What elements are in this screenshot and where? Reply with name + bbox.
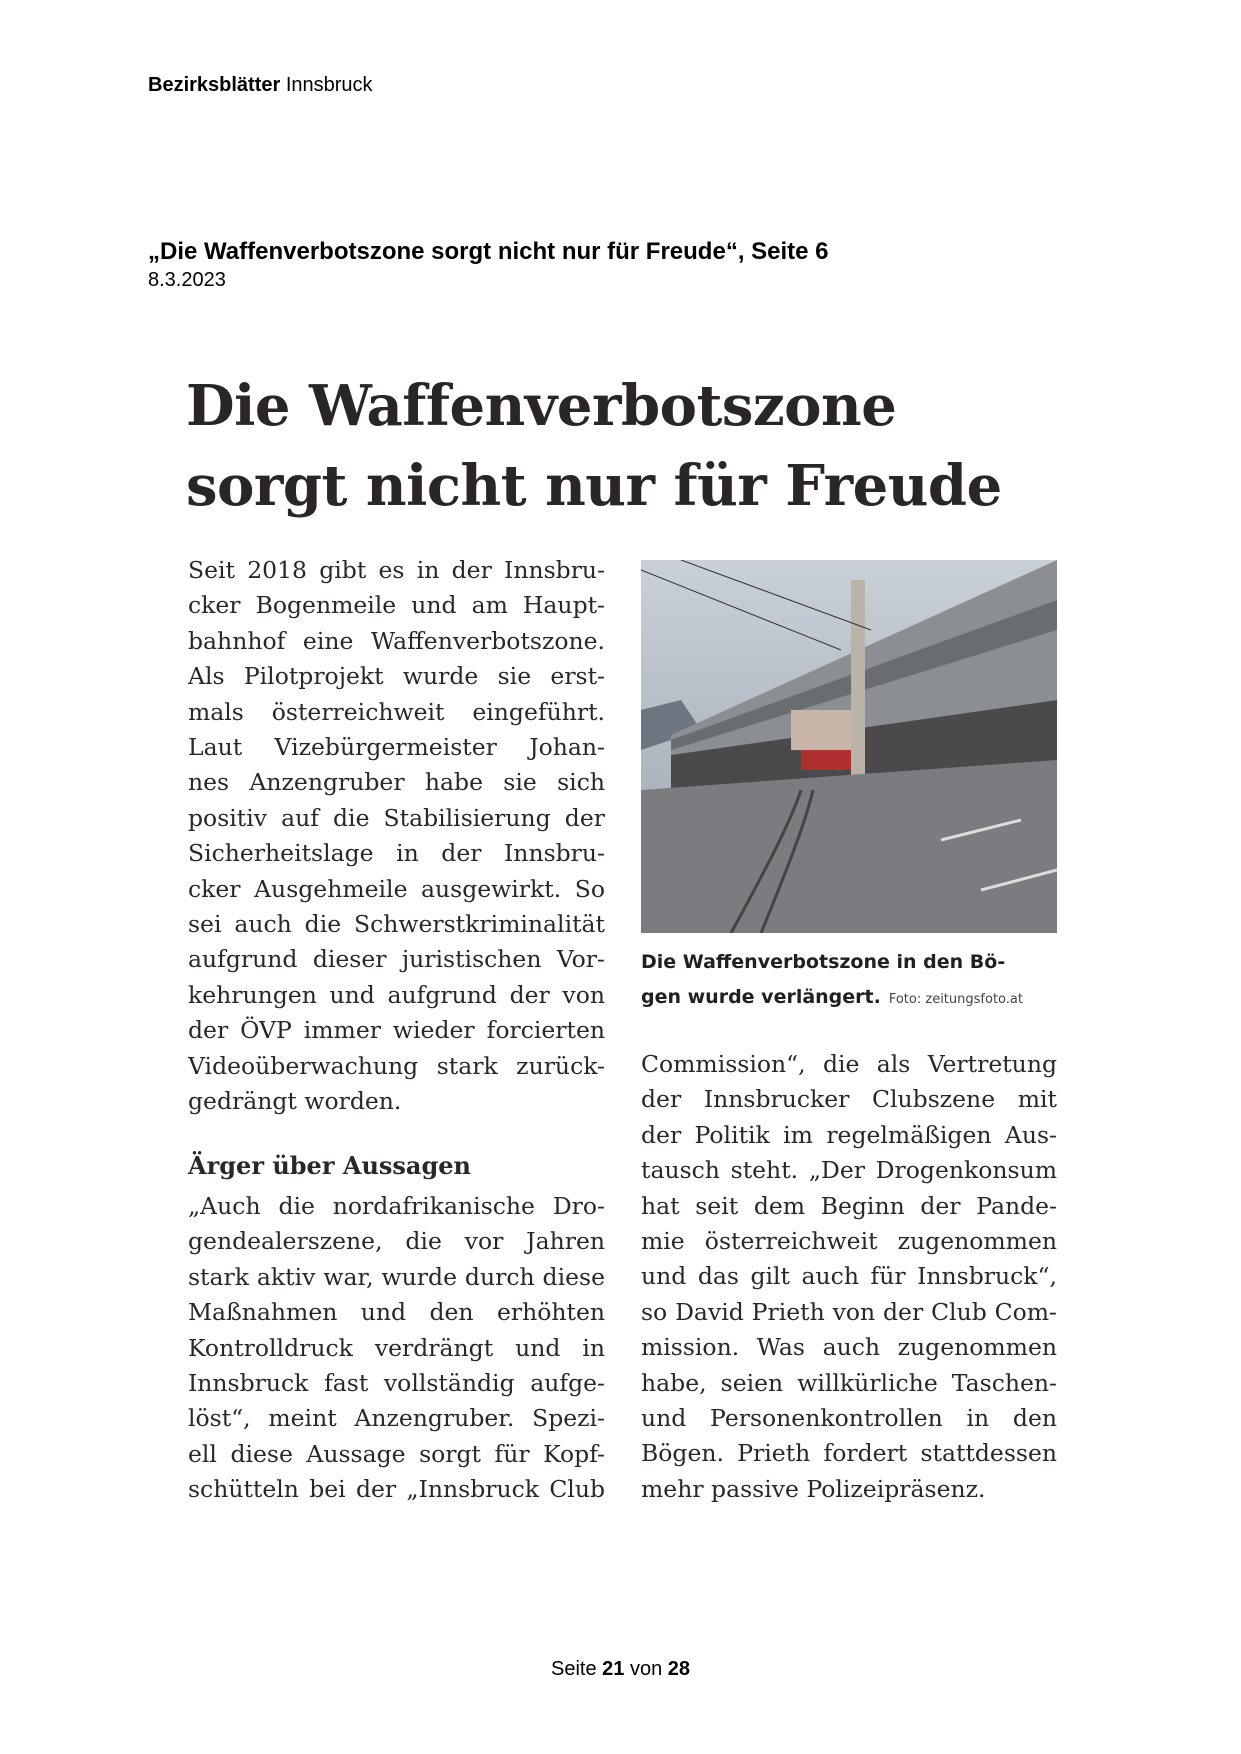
publication-name: Bezirksblätter xyxy=(148,74,281,96)
caption-line: Die Waffenverbotszone in den Bö- xyxy=(641,951,1006,973)
text-line: „Auch die nordafrikanische Dro- xyxy=(188,1192,605,1220)
text-line: Als Pilotprojekt wurde sie erst- xyxy=(188,662,605,691)
footer-label: Seite xyxy=(550,1658,597,1680)
text-line: Videoüberwachung stark zurück- xyxy=(188,1051,605,1080)
photo-credit: Foto: zeitungsfoto.at xyxy=(888,992,1023,1007)
text-line: gedrängt worden. xyxy=(188,1087,402,1116)
publication-header xyxy=(148,74,373,97)
article-paragraph-2 xyxy=(188,1189,605,1508)
text-line: stark aktiv war, wurde durch diese xyxy=(188,1262,605,1291)
text-line: kehrungen und aufgrund der von xyxy=(188,980,605,1009)
text-line: und das gilt auch für Innsbruck“, xyxy=(641,1262,1057,1291)
text-line: mie österreichweit zugenommen xyxy=(641,1227,1057,1256)
text-line: mission. Was auch zugenommen xyxy=(641,1333,1057,1362)
headline-line: Die Waffenverbotszone xyxy=(186,373,897,439)
footer-label: von xyxy=(629,1658,663,1680)
text-line: cker Bogenmeile und am Haupt- xyxy=(188,591,605,620)
text-line: Maßnahmen und den erhöhten xyxy=(188,1298,605,1327)
text-line: gendealerszene, die vor Jahren xyxy=(188,1227,605,1256)
total-pages: 28 xyxy=(667,1658,691,1680)
article-photo xyxy=(641,560,1057,933)
text-line: aufgrund dieser juristischen Vor- xyxy=(188,945,605,974)
article-paragraph-3 xyxy=(641,1047,1057,1507)
caption-line: gen wurde verlängert. xyxy=(641,986,881,1008)
photo-caption xyxy=(641,945,1061,1017)
article-paragraph-1 xyxy=(188,553,605,1120)
text-line: mehr passive Polizeipräsenz. xyxy=(641,1474,986,1503)
text-line: schütteln bei der „Innsbruck Club xyxy=(188,1475,605,1504)
text-line: Bögen. Prieth fordert stattdessen xyxy=(641,1439,1057,1468)
text-line: habe, seien willkürliche Taschen- xyxy=(641,1368,1057,1397)
text-line: bahnhof eine Waffenverbotszone. xyxy=(188,626,605,655)
text-line: nes Anzengruber habe sie sich xyxy=(188,768,605,797)
text-line: mals österreichweit eingeführt. xyxy=(188,697,605,726)
publication-region: Innsbruck xyxy=(285,74,373,96)
text-line: tausch steht. „Der Drogenkonsum xyxy=(641,1156,1057,1185)
clipping-title: „Die Waffenverbotszone sorgt nicht nur für Freude“, Seite 6 xyxy=(148,238,829,265)
photo-railway-arches xyxy=(641,560,1057,933)
text-line: Innsbruck fast vollständig aufge- xyxy=(188,1369,605,1398)
text-line: löst“, meint Anzengruber. Spezi- xyxy=(188,1404,605,1433)
text-line: so David Prieth von der Club Com- xyxy=(641,1297,1057,1326)
text-line: ell diese Aussage sorgt für Kopf- xyxy=(188,1439,605,1468)
current-page: 21 xyxy=(602,1658,625,1680)
text-line: Kontrolldruck verdrängt und in xyxy=(188,1333,605,1362)
text-line: der Innsbrucker Clubszene mit xyxy=(641,1085,1057,1114)
text-line: Sicherheitslage in der Innsbru- xyxy=(188,839,605,868)
article-subheading: Ärger über Aussagen xyxy=(188,1151,471,1180)
text-line: Seit 2018 gibt es in der Innsbru- xyxy=(188,556,605,584)
text-line: und Personenkontrollen in den xyxy=(641,1404,1057,1433)
clipping-date: 8.3.2023 xyxy=(148,269,226,291)
text-line: der ÖVP immer wieder forcierten xyxy=(188,1016,605,1045)
text-line: Commission“, die als Vertretung xyxy=(641,1050,1057,1078)
article-headline xyxy=(186,366,1066,526)
text-line: positiv auf die Stabilisierung der xyxy=(188,803,605,832)
text-line: hat seit dem Beginn der Pande- xyxy=(641,1191,1057,1220)
headline-line: sorgt nicht nur für Freude xyxy=(186,453,1002,519)
text-line: Laut Vizebürgermeister Johan- xyxy=(188,733,605,762)
text-line: sei auch die Schwerstkriminalität xyxy=(188,910,605,939)
page-footer xyxy=(0,1658,1241,1681)
text-line: der Politik im regelmäßigen Aus- xyxy=(641,1120,1057,1149)
text-line: cker Ausgehmeile ausgewirkt. So xyxy=(188,874,605,903)
